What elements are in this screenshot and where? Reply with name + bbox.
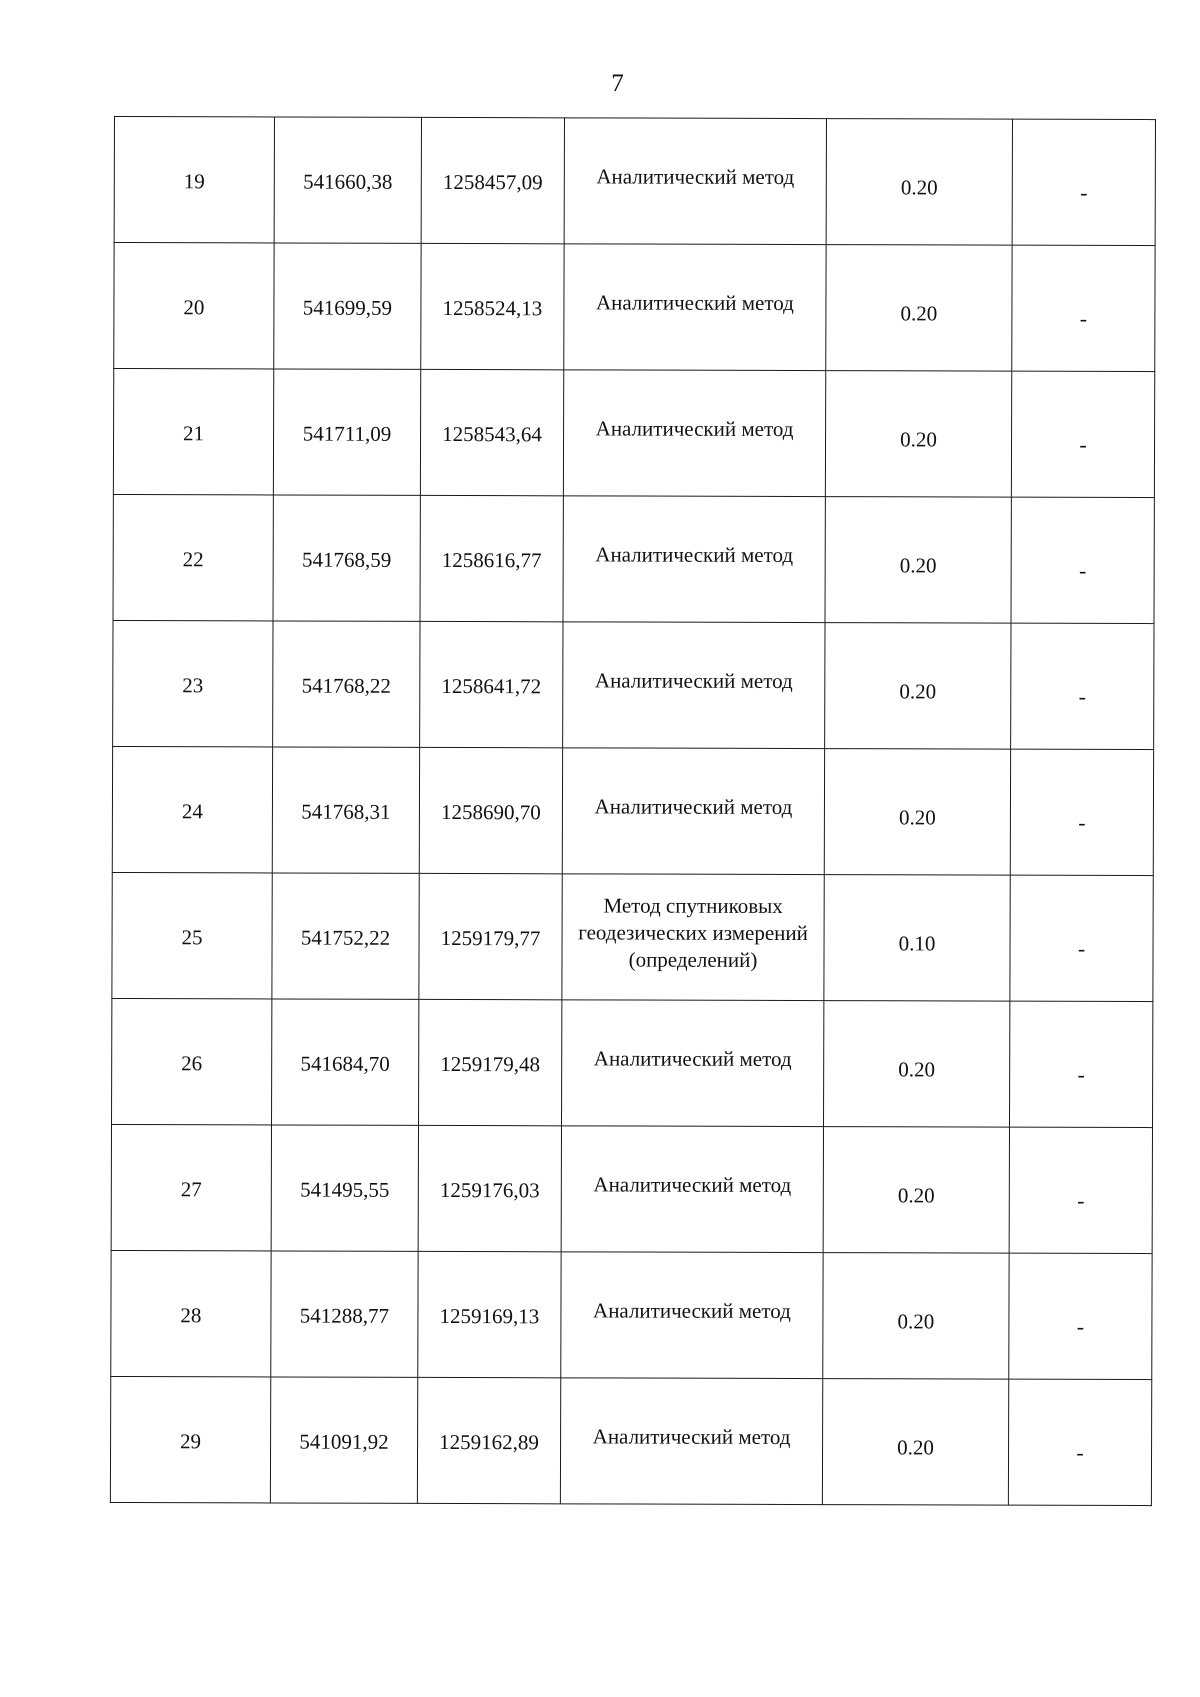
x-coordinate-cell xyxy=(273,621,420,747)
method-text: Аналитический метод xyxy=(596,290,794,316)
point-number-text: 24 xyxy=(181,799,203,824)
accuracy-cell xyxy=(824,1001,1010,1128)
note-cell xyxy=(1010,749,1153,875)
table-row xyxy=(112,746,1153,875)
y-coordinate-text: 1258690,70 xyxy=(441,799,541,825)
accuracy-text: 0.20 xyxy=(900,427,937,452)
y-coordinate-text: 1258543,64 xyxy=(442,421,542,447)
point-number-cell xyxy=(113,369,273,495)
method-cell xyxy=(563,370,825,497)
note-cell xyxy=(1012,119,1155,245)
method-cell xyxy=(564,118,826,245)
accuracy-text: 0.20 xyxy=(900,175,938,200)
accuracy-text: 0.20 xyxy=(899,805,936,830)
x-coordinate-cell xyxy=(270,1377,417,1503)
table-row xyxy=(111,1250,1152,1379)
x-coordinate-cell xyxy=(272,999,419,1125)
table-row xyxy=(114,117,1155,246)
coordinates-table xyxy=(110,116,1156,1506)
y-coordinate-cell xyxy=(420,495,563,621)
page-number: 7 xyxy=(611,70,624,97)
accuracy-cell xyxy=(825,497,1011,624)
note-cell xyxy=(1010,1001,1153,1127)
x-coordinate-text: 541684,70 xyxy=(300,1051,390,1076)
point-number-text: 27 xyxy=(180,1177,202,1202)
method-text: Аналитический метод xyxy=(593,1172,792,1198)
note-text: - xyxy=(1077,935,1086,961)
accuracy-text: 0.10 xyxy=(898,931,936,956)
method-text: Аналитический метод xyxy=(593,1298,791,1324)
point-number-text: 21 xyxy=(183,421,205,446)
y-coordinate-text: 1258524,13 xyxy=(442,295,543,321)
method-text: Аналитический метод xyxy=(595,416,794,442)
point-number-cell xyxy=(112,872,272,998)
table-row xyxy=(113,494,1154,623)
accuracy-cell xyxy=(824,875,1010,1002)
point-number-cell xyxy=(111,1250,271,1376)
method-cell xyxy=(561,1126,823,1253)
y-coordinate-cell xyxy=(420,369,563,495)
x-coordinate-cell xyxy=(274,243,421,369)
method-cell xyxy=(564,244,826,371)
x-coordinate-text: 541752,22 xyxy=(300,925,391,950)
accuracy-text: 0.20 xyxy=(898,1057,936,1082)
y-coordinate-cell xyxy=(421,243,564,369)
point-number-text: 28 xyxy=(180,1303,202,1328)
note-text: - xyxy=(1079,431,1087,457)
y-coordinate-text: 1258457,09 xyxy=(442,169,543,195)
y-coordinate-text: 1259162,89 xyxy=(439,1429,539,1455)
method-cell xyxy=(561,1252,823,1379)
table-row xyxy=(113,369,1154,498)
method-cell xyxy=(563,496,825,623)
method-cell xyxy=(562,874,824,1001)
y-coordinate-cell xyxy=(421,117,564,243)
point-number-text: 22 xyxy=(182,547,204,572)
x-coordinate-cell xyxy=(272,873,419,999)
x-coordinate-cell xyxy=(271,1251,418,1377)
table-row xyxy=(112,998,1153,1127)
accuracy-cell xyxy=(822,1379,1008,1506)
note-text: - xyxy=(1078,557,1087,583)
point-number-cell xyxy=(112,746,272,872)
accuracy-cell xyxy=(825,371,1011,498)
method-cell xyxy=(562,1000,824,1127)
accuracy-cell xyxy=(825,623,1011,750)
note-cell xyxy=(1009,1127,1152,1253)
x-coordinate-cell xyxy=(271,1125,418,1251)
point-number-cell xyxy=(114,117,274,243)
table-row xyxy=(114,243,1155,372)
note-cell xyxy=(1011,497,1154,623)
accuracy-text: 0.20 xyxy=(897,1309,935,1334)
x-coordinate-cell xyxy=(274,117,421,243)
note-text: - xyxy=(1080,179,1088,205)
x-coordinate-cell xyxy=(272,747,419,873)
accuracy-cell xyxy=(823,1253,1009,1380)
point-number-cell xyxy=(114,243,274,369)
point-number-cell xyxy=(113,620,273,746)
table-body xyxy=(110,117,1155,1506)
y-coordinate-cell xyxy=(420,621,563,747)
method-text: Аналитический метод xyxy=(594,794,793,820)
y-coordinate-text: 1259179,77 xyxy=(440,925,541,951)
note-text: - xyxy=(1076,1439,1084,1465)
x-coordinate-text: 541288,77 xyxy=(299,1303,390,1328)
accuracy-cell xyxy=(826,119,1012,246)
x-coordinate-text: 541768,59 xyxy=(302,547,392,572)
method-cell xyxy=(562,748,824,875)
point-number-text: 25 xyxy=(181,925,203,950)
y-coordinate-text: 1259176,03 xyxy=(439,1177,540,1203)
table-row xyxy=(113,620,1154,749)
method-text: Аналитический метод xyxy=(596,164,795,190)
accuracy-text: 0.20 xyxy=(900,301,938,326)
method-cell xyxy=(560,1378,822,1505)
method-text: Аналитический метод xyxy=(593,1046,792,1072)
point-number-cell xyxy=(110,1376,270,1502)
note-cell xyxy=(1011,623,1154,749)
point-number-cell xyxy=(113,494,273,620)
accuracy-text: 0.20 xyxy=(897,1435,934,1460)
method-text: Аналитический метод xyxy=(592,1424,791,1450)
note-text: - xyxy=(1079,305,1088,331)
note-text: - xyxy=(1077,1061,1085,1087)
x-coordinate-text: 541768,22 xyxy=(301,673,391,698)
x-coordinate-cell xyxy=(273,369,420,495)
y-coordinate-cell xyxy=(419,999,562,1125)
note-cell xyxy=(1011,371,1154,497)
point-number-text: 29 xyxy=(180,1429,202,1454)
note-cell xyxy=(1009,1253,1152,1379)
point-number-text: 26 xyxy=(181,1051,203,1076)
point-number-text: 19 xyxy=(183,169,205,194)
method-text: Аналитический метод xyxy=(594,668,793,694)
accuracy-cell xyxy=(826,245,1012,372)
y-coordinate-text: 1259179,48 xyxy=(440,1051,541,1077)
table-row xyxy=(112,872,1153,1001)
x-coordinate-text: 541768,31 xyxy=(301,799,391,824)
x-coordinate-text: 541711,09 xyxy=(302,421,392,446)
note-text: - xyxy=(1078,683,1086,709)
y-coordinate-cell xyxy=(419,747,562,873)
accuracy-cell xyxy=(824,749,1010,876)
x-coordinate-text: 541660,38 xyxy=(303,169,393,194)
x-coordinate-text: 541091,92 xyxy=(299,1429,389,1454)
point-number-cell xyxy=(111,1124,271,1250)
method-cell xyxy=(563,622,825,749)
y-coordinate-text: 1259169,13 xyxy=(439,1303,540,1329)
note-text: - xyxy=(1076,1313,1085,1339)
point-number-text: 23 xyxy=(182,673,204,698)
table-row xyxy=(110,1376,1151,1505)
y-coordinate-cell xyxy=(417,1377,560,1503)
x-coordinate-text: 541495,55 xyxy=(300,1177,390,1202)
note-cell xyxy=(1008,1379,1151,1505)
y-coordinate-text: 1258616,77 xyxy=(441,547,542,573)
accuracy-text: 0.20 xyxy=(899,679,937,704)
method-text: Метод спутниковых геодезических измерений (определений) xyxy=(578,893,808,972)
y-coordinate-cell xyxy=(419,873,562,999)
note-cell xyxy=(1010,875,1153,1001)
x-coordinate-cell xyxy=(273,495,420,621)
x-coordinate-text: 541699,59 xyxy=(302,295,393,320)
y-coordinate-cell xyxy=(418,1251,561,1377)
method-text: Аналитический метод xyxy=(595,542,794,568)
point-number-cell xyxy=(112,998,272,1124)
note-text: - xyxy=(1077,1187,1085,1213)
accuracy-text: 0.20 xyxy=(899,553,937,578)
y-coordinate-text: 1258641,72 xyxy=(441,673,542,699)
point-number-text: 20 xyxy=(183,295,205,320)
y-coordinate-cell xyxy=(418,1125,561,1251)
note-cell xyxy=(1012,245,1155,371)
accuracy-cell xyxy=(823,1127,1009,1254)
accuracy-text: 0.20 xyxy=(897,1183,935,1208)
table-row xyxy=(111,1124,1152,1253)
note-text: - xyxy=(1078,809,1086,835)
